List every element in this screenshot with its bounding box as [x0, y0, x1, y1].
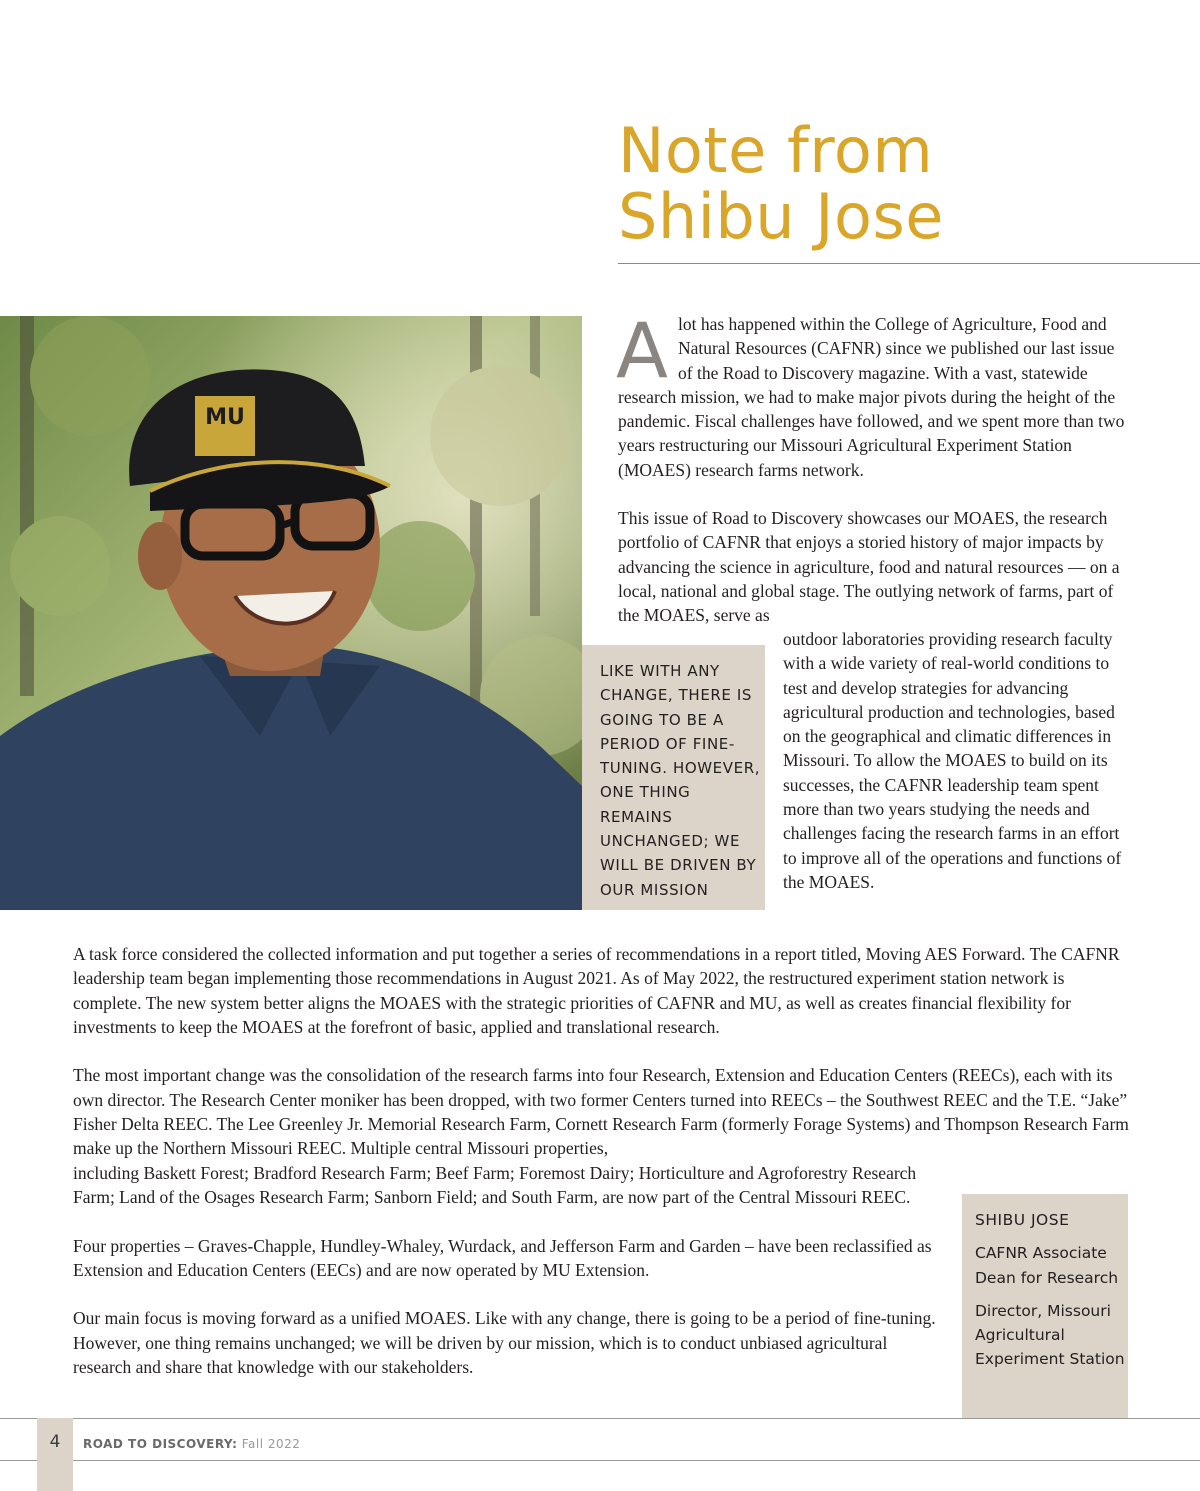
paragraph-1: lot has happened within the College of Agriculture, Food and Natural Resources (CAFNR) since we published our last issue of the Road to Discovery magazine. With a vast, statewide research mission, we had to make major pivots during the height of the pandemic. Fiscal challenges have followed, and we spent more than two years restructuring our Missouri Agricultural Experiment Station (MOAES) research farms network.	[618, 314, 1125, 480]
portrait-photo	[0, 316, 582, 910]
cap-logo: MU	[205, 405, 245, 430]
title-line-2: Shibu Jose	[618, 180, 944, 253]
drop-cap: A	[616, 306, 668, 395]
issue-label: Fall 2022	[241, 1437, 301, 1451]
pull-quote	[582, 645, 765, 910]
title-line-1: Note from	[618, 114, 934, 187]
paragraph-5: Four properties – Graves-Chapple, Hundley-Whaley, Wurdack, and Jefferson Farm and Garden – have been reclassified as Extension and Education Centers (EECs) and are now operated by MU Extension.	[73, 1235, 932, 1280]
author-name: SHIBU JOSE	[975, 1211, 1070, 1229]
footer-divider-bottom	[0, 1460, 1200, 1461]
paragraph-2a: This issue of Road to Discovery showcases our MOAES, the research portfolio of CAFNR that enjoys a storied history of major impacts by advancing the science in agriculture, food and natural resources — on a local, national and global stage. The outlying network of farms, part of the MOAES, serve as	[618, 508, 1120, 626]
pull-quote-text: LIKE WITH ANY CHANGE, THERE IS GOING TO BE A PERIOD OF FINE-TUNING. HOWEVER, ONE THING REMAINS UNCHANGED; WE WILL BE DRIVEN BY OUR MISSION	[600, 662, 761, 899]
paragraph-4a: The most important change was the consolidation of the research farms into four Research, Extension and Education Centers (REECs), each with its own director. The Research Center moniker has been dropped, with two former Centers turned into REECs – the Southwest REEC and the T.E. “Jake” Fisher Delta REEC. The Lee Greenley Jr. Memorial Research Farm, Cornett Research Farm (formerly Forage Systems) and Thompson Research Farm make up the Northern Missouri REEC. Multiple central Missouri properties,	[73, 1065, 1129, 1159]
footer-divider-top	[0, 1418, 1200, 1419]
paragraph-2b: outdoor laboratories providing research faculty with a wide variety of real-world conditions to test and develop strategies for advancing agricultural production and technologies, based on the geographical and climatic differences in Missouri. To allow the MOAES to build on its successes, the CAFNR leadership team spent more than two years studying the needs and challenges facing the research farms in an effort to improve all of the operations and functions of the MOAES.	[783, 629, 1122, 892]
paragraph-6: Our main focus is moving forward as a unified MOAES. Like with any change, there is going to be a period of fine-tuning. However, one thing remains unchanged; we will be driven by our mission, which is to conduct unbiased agricultural research and share that knowledge with our stakeholders.	[73, 1308, 936, 1378]
publication-name: ROAD TO DISCOVERY:	[83, 1437, 238, 1451]
article-column-right	[783, 627, 1133, 894]
page-number: 4	[49, 1432, 61, 1452]
paragraph-4b: including Baskett Forest; Bradford Research Farm; Beef Farm; Foremost Dairy; Horticulture and Agroforestry Research Farm; Land of the Osages Research Farm; Sanborn Field; and South Farm, are now part of the Central Missouri REEC.	[73, 1162, 917, 1207]
title-divider	[618, 263, 1200, 264]
running-footer	[83, 1437, 300, 1451]
article-intro	[616, 306, 1130, 628]
page-title	[618, 114, 1178, 253]
author-role-2: Director, Missouri Agricultural Experiment Station	[975, 1301, 1125, 1369]
author-role-1: CAFNR Associate Dean for Research	[975, 1244, 1119, 1287]
paragraph-3: A task force considered the collected information and put together a series of recommendations in a report titled, Moving AES Forward. The CAFNR leadership team began implementing those recommendations in August 2021. As of May 2022, the restructured experiment station network is complete. The new system better aligns the MOAES with the strategic priorities of CAFNR and MU, as well as creates financial flexibility for investments to keep the MOAES at the forefront of basic, applied and translational research.	[73, 944, 1120, 1037]
page-number-tab	[37, 1418, 73, 1491]
author-bio-box	[962, 1194, 1128, 1418]
